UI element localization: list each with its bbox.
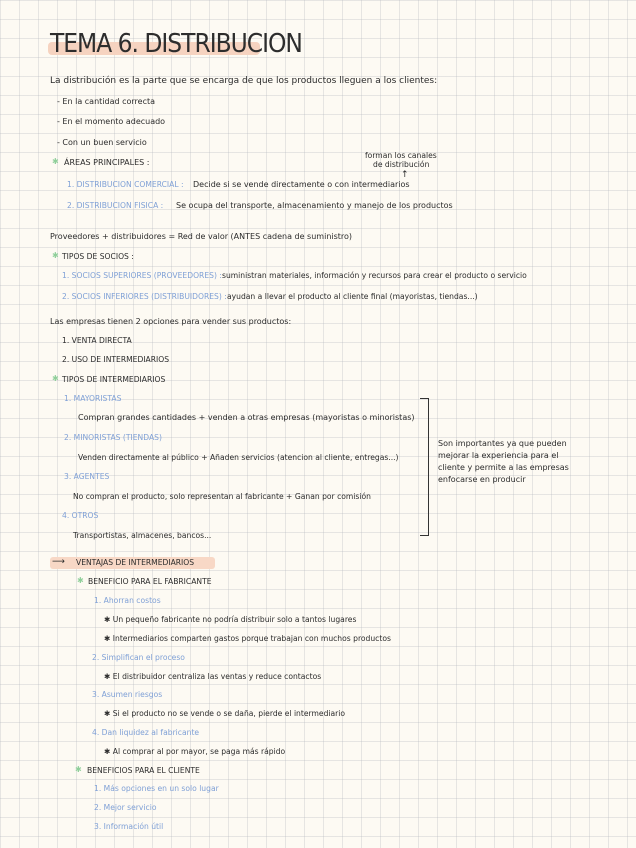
side-note-2: mejorar la experiencia para el: [438, 451, 559, 460]
socio-1-text: suministran materiales, información y recursos para crear el producto o servicio: [222, 271, 527, 280]
star-icon: ✱: [52, 157, 59, 166]
side-note-1: Son importantes ya que pueden: [438, 439, 567, 448]
arrow-up-icon: ↑: [401, 170, 409, 180]
star-icon: ✱: [52, 374, 59, 383]
fab-2-label: 2. Simplifican el proceso: [92, 653, 185, 662]
bullet-2: - En el momento adecuado: [57, 117, 166, 126]
cliente-2: 2. Mejor servicio: [94, 803, 157, 812]
intro-text: La distribución es la parte que se encarga de que los productos lleguen a los clientes:: [50, 76, 438, 86]
page-title: TEMA 6. DISTRIBUCION: [50, 29, 302, 59]
inter-4-text: Transportistas, almacenes, bancos...: [73, 531, 212, 540]
star-icon: ✱: [75, 765, 82, 774]
side-note-3: cliente y permite a las empresas: [438, 463, 569, 472]
inter-heading: TIPOS DE INTERMEDIARIOS: [62, 375, 166, 384]
bullet-3: - Con un buen servicio: [57, 138, 147, 147]
star-icon: ✱: [52, 251, 59, 260]
fab-1-note-2: ✱ Intermediarios comparten gastos porque trabajan con muchos productos: [104, 634, 391, 643]
area-1-label: 1. DISTRIBUCION COMERCIAL :: [67, 180, 184, 189]
cliente-heading: BENEFICIOS PARA EL CLIENTE: [87, 766, 200, 775]
fab-3-label: 3. Asumen riesgos: [92, 690, 163, 699]
fab-4-note-1: ✱ Al comprar al por mayor, se paga más rápido: [104, 747, 286, 756]
side-note-4: enfocarse en producir: [438, 475, 526, 484]
star-icon: ✱: [77, 576, 84, 585]
areas-heading: ÁREAS PRINCIPALES :: [64, 158, 150, 167]
arrow-right-icon: ⟶: [52, 557, 65, 567]
option-2: 2. USO DE INTERMEDIARIOS: [62, 355, 170, 364]
bullet-1: - En la cantidad correcta: [57, 97, 156, 106]
option-1: 1. VENTA DIRECTA: [62, 336, 132, 345]
fab-1-note-1: ✱ Un pequeño fabricante no podría distribuir solo a tantos lugares: [104, 615, 357, 624]
socio-2-text: ayudan a llevar el producto al cliente final (mayoristas, tiendas...): [227, 292, 478, 301]
area-2-text: Se ocupa del transporte, almacenamiento y manejo de los productos: [176, 201, 453, 210]
socio-1-label: 1. SOCIOS SUPERIORES (PROVEEDORES) :: [62, 271, 222, 280]
fab-4-label: 4. Dan liquidez al fabricante: [92, 728, 200, 737]
cliente-1: 1. Más opciones en un solo lugar: [94, 784, 219, 793]
annotation-line-1: forman los canales: [365, 151, 437, 160]
fab-1-label: 1. Ahorran costos: [94, 596, 161, 605]
fab-2-note-1: ✱ El distribuidor centraliza las ventas y reduce contactos: [104, 672, 322, 681]
options-intro: Las empresas tienen 2 opciones para vender sus productos:: [50, 317, 292, 326]
bracket: [420, 398, 429, 536]
area-2-label: 2. DISTRIBUCION FISICA :: [67, 201, 164, 210]
inter-1-text: Compran grandes cantidades + venden a otras empresas (mayoristas o minoristas): [78, 413, 415, 422]
inter-4-label: 4. OTROS: [62, 511, 99, 520]
socios-heading: TIPOS DE SOCIOS :: [62, 252, 134, 261]
inter-3-label: 3. AGENTES: [64, 472, 110, 481]
inter-2-text: Venden directamente al público + Añaden servicios (atencion al cliente, entregas...): [78, 453, 399, 462]
fab-3-note-1: ✱ Si el producto no se vende o se daña, pierde el intermediario: [104, 709, 346, 718]
cliente-3: 3. Información útil: [94, 822, 164, 831]
annotation-line-2: de distribución: [373, 160, 430, 169]
socio-2-label: 2. SOCIOS INFERIORES (DISTRIBUIDORES) :: [62, 292, 227, 301]
inter-1-label: 1. MAYORISTAS: [64, 394, 122, 403]
inter-2-label: 2. MINORISTAS (TIENDAS): [64, 433, 162, 442]
area-1-text: Decide si se vende directamente o con intermediarios: [193, 180, 410, 189]
fabricante-heading: BENEFICIO PARA EL FABRICANTE: [88, 577, 212, 586]
inter-3-text: No compran el producto, solo representan al fabricante + Ganan por comisión: [73, 492, 371, 501]
ventajas-heading: VENTAJAS DE INTERMEDIARIOS: [76, 558, 195, 567]
value-network-text: Proveedores + distribuidores = Red de valor (ANTES cadena de suministro): [50, 232, 353, 241]
